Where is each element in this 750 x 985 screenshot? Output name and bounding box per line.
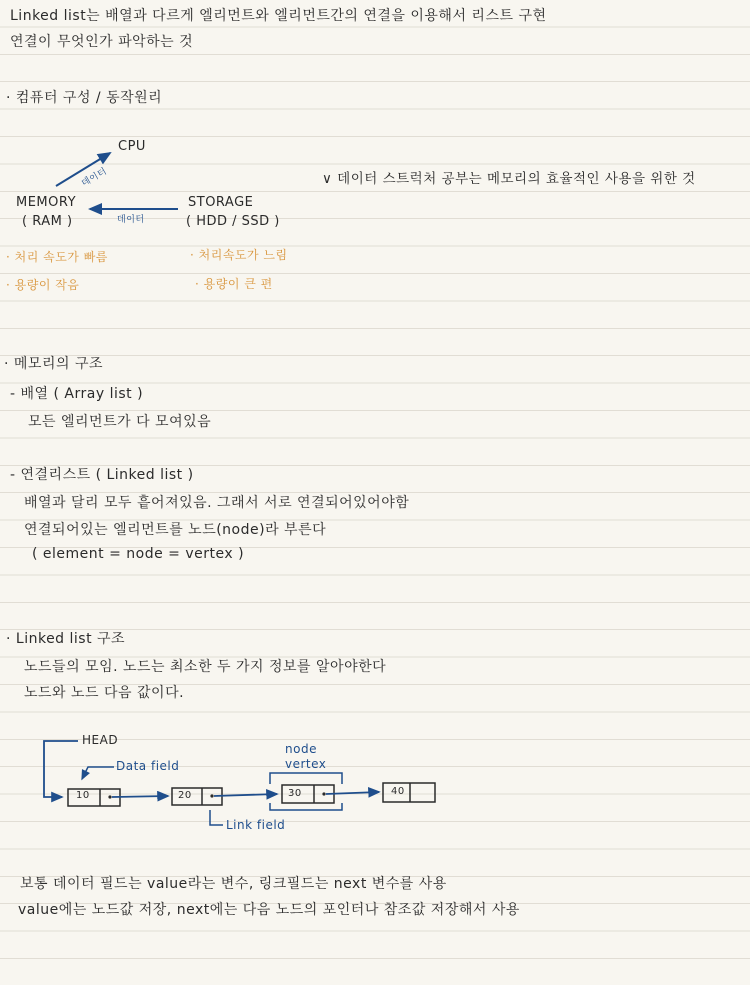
memory-structure-title: · 메모리의 구조 [4,356,103,372]
node-bracket-bottom [270,803,342,810]
link-field-label: Link field [226,818,286,832]
array-heading: - 배열 ( Array list ) [10,386,144,402]
purpose-note: ∨ 데이터 스트럭처 공부는 메모리의 효율적인 사용을 위한 것 [322,171,696,187]
storage-label: STORAGE [188,195,254,210]
node-value-2: 20 [178,790,192,801]
memory-note-capacity: · 용량이 작음 [6,278,80,292]
node-label: node [285,742,317,756]
data-field-pointer-arrow [82,767,114,779]
computer-section-title: · 컴퓨터 구성 / 동작원리 [6,90,163,106]
storage-note-capacity: · 용량이 큰 편 [195,277,273,291]
hdd-ssd-label: ( HDD / SSD ) [186,214,280,229]
footer-line-1: 보통 데이터 필드는 value라는 변수, 링크필드는 next 변수를 사용 [20,876,447,892]
linked-list-structure-desc-1: 노드들의 모임. 노드는 최소한 두 가지 정보를 알아야한다 [24,659,387,675]
link-arrow-2-3 [214,794,277,796]
data-arrow-label-left: 데이터 [117,215,145,225]
linked-list-heading: - 연결리스트 ( Linked list ) [10,467,194,483]
intro-line-1: Linked list는 배열과 다르게 엘리먼트와 엘리먼트간의 연결을 이용해서 리스트 구현 [10,8,547,24]
data-field-label: Data field [116,759,180,773]
node-value-1: 10 [76,790,90,801]
ram-label: ( RAM ) [22,214,73,229]
storage-note-speed: · 처리속도가 느림 [190,248,288,262]
intro-line-2: 연결이 무엇인가 파악하는 것 [10,34,194,50]
linked-list-description-2: 연결되어있는 엘리먼트를 노드(node)라 부른다 [24,522,327,538]
linked-list-description-1: 배열과 달리 모두 흩어져있음. 그래서 서로 연결되어있어야함 [24,495,410,511]
node-value-4: 40 [391,786,405,797]
memory-to-cpu-arrow [56,153,110,186]
linked-list-structure-desc-2: 노드와 노드 다음 값이다. [24,685,185,701]
data-arrow-label-up: 데이터 [80,166,109,190]
memory-note-speed: · 처리 속도가 빠름 [6,250,108,264]
head-label: HEAD [82,733,119,747]
linked-list-structure-title: · Linked list 구조 [6,631,126,647]
node-value-3: 30 [288,788,302,799]
link-arrow-1-2 [112,796,168,797]
link-field-pointer [210,810,223,825]
memory-label: MEMORY [16,195,77,210]
array-description: 모든 엘리먼트가 다 모여있음 [28,414,212,430]
vertex-label: vertex [285,757,327,771]
node-box-4 [383,783,435,802]
footer-line-2: value에는 노드값 저장, next에는 다음 노드의 포인터나 참조값 저장해서 사용 [18,902,520,918]
linked-list-description-3: ( element = node = vertex ) [32,546,245,562]
node-bracket-top [270,773,342,784]
cpu-label: CPU [118,139,146,154]
